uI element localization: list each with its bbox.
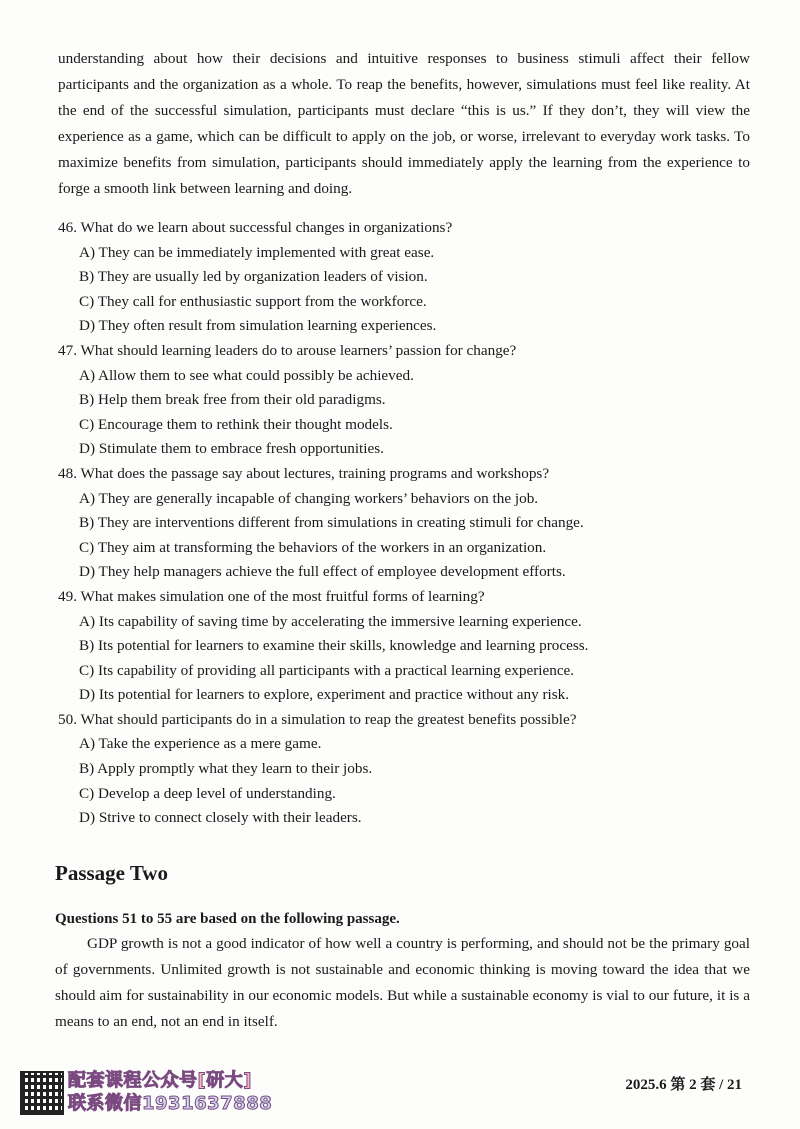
qr-code-icon <box>20 1071 64 1115</box>
question-stem: 47. What should learning leaders do to arouse learners’ passion for change? <box>58 341 517 359</box>
question-list <box>58 216 750 831</box>
question-47 <box>58 339 750 462</box>
section-title: Passage Two <box>55 860 168 885</box>
option-c: C) Its capability of providing all participants with a practical learning experience. <box>79 661 575 679</box>
option-a: A) Take the experience as a mere game. <box>79 735 322 753</box>
option-c: C) They aim at transforming the behaviors of the workers in an organization. <box>79 538 547 556</box>
question-stem: 48. What does the passage say about lectures, training programs and workshops? <box>58 464 550 482</box>
question-48 <box>58 462 750 585</box>
passage-two-start: GDP growth is not a good indicator of how well a country is performing, and should not be the primary goal of governments. Unlimited growth is not sustainable and economic thinking is moving toward the idea that we should aim for sustainability in our economic models. But while a sustainable economy is vial to our future, it is a means to an end, not an end in itself. <box>55 934 750 1030</box>
option-d: D) Its potential for learners to explore, experiment and practice without any risk. <box>79 686 570 704</box>
option-c: C) Develop a deep level of understanding. <box>79 784 336 802</box>
question-46 <box>58 216 750 339</box>
option-b: B) They are interventions different from simulations in creating stimuli for change. <box>79 514 584 532</box>
watermark-line-1: 配套课程公众号[研大] <box>68 1070 252 1091</box>
option-a: A) Allow them to see what could possibly be achieved. <box>79 366 414 384</box>
option-b: B) Apply promptly what they learn to their jobs. <box>79 760 373 778</box>
option-d: D) Stimulate them to embrace fresh opportunities. <box>79 440 384 458</box>
question-50 <box>58 708 750 831</box>
section-instruction: Questions 51 to 55 are based on the following passage. <box>55 910 400 927</box>
option-d: D) They help managers achieve the full effect of employee development efforts. <box>79 563 566 581</box>
option-d: D) Strive to connect closely with their leaders. <box>79 809 362 827</box>
question-49 <box>58 585 750 708</box>
option-c: C) Encourage them to rethink their thought models. <box>79 415 393 433</box>
option-d: D) They often result from simulation learning experiences. <box>79 317 437 335</box>
option-a: A) They can be immediately implemented with great ease. <box>79 243 435 261</box>
passage-one-tail: understanding about how their decisions and intuitive responses to business stimuli affect their fellow participants and the organization as a whole. To reap the benefits, however, simulations must feel like reality. At the end of the successful simulation, participants must declare “this is us.” If they don’t, they will view the experience as a game, which can be difficult to apply on the job, or worse, irrelevant to everyday work tasks. To maximize benefits from simulation, participants should immediately apply the learning from the experience to forge a smooth link between learning and doing. <box>58 50 750 197</box>
question-stem: 50. What should participants do in a simulation to reap the greatest benefits possible? <box>58 710 577 728</box>
option-a: A) Its capability of saving time by accelerating the immersive learning experience. <box>79 612 582 630</box>
page-number: 2025.6 第 2 套 / 21 <box>625 1077 742 1093</box>
option-b: B) Help them break free from their old paradigms. <box>79 391 386 409</box>
exam-page <box>55 46 750 1035</box>
option-c: C) They call for enthusiastic support from the workforce. <box>79 292 427 310</box>
option-b: B) Its potential for learners to examine their skills, knowledge and learning process. <box>79 637 589 655</box>
option-a: A) They are generally incapable of changing workers’ behaviors on the job. <box>79 489 539 507</box>
watermark-line-2: 联系微信1931637888 <box>68 1093 273 1114</box>
question-stem: 46. What do we learn about successful changes in organizations? <box>58 219 453 236</box>
option-b: B) They are usually led by organization leaders of vision. <box>79 268 428 286</box>
page-footer <box>0 1068 800 1118</box>
question-stem: 49. What makes simulation one of the most fruitful forms of learning? <box>58 587 485 605</box>
